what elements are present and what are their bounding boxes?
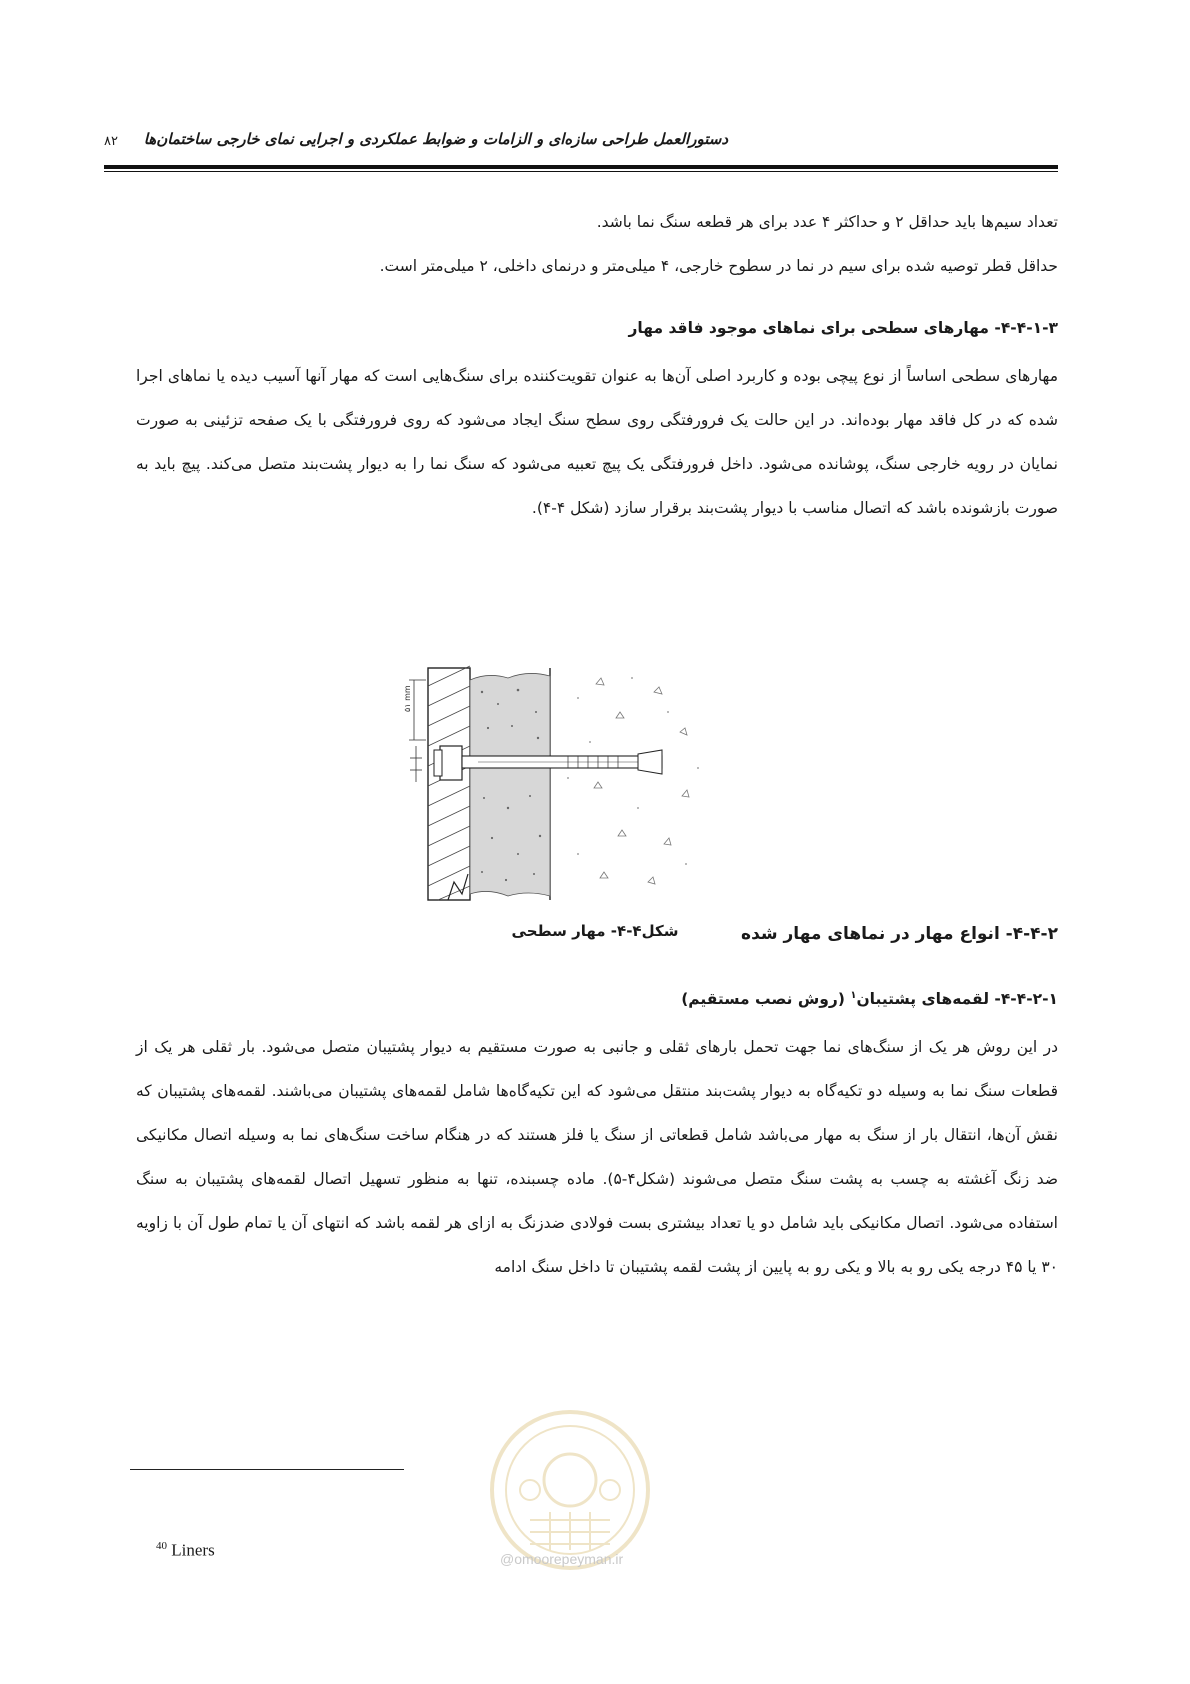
page-header — [104, 128, 1058, 156]
header-rule-thin — [104, 171, 1058, 172]
intro-line-1: تعداد سیم‌ها باید حداقل ۲ و حداکثر ۴ عدد برای هر قطعه سنگ نما باشد. — [596, 213, 1058, 231]
footnote-text: Liners — [171, 1540, 215, 1560]
decorative-plate — [440, 746, 462, 780]
concrete-aggregate — [594, 678, 689, 884]
intro-paragraph — [136, 200, 1058, 288]
section-body-4-4-1-3: مهارهای سطحی اساساً از نوع پیچی بوده و کاربرد اصلی آن‌ها به عنوان تقویت‌کننده برای سنگ‌هایی است که مهار آنها آسیب دیده یا نماهای اجرا شده که در کل فاقد مهار بوده‌اند. در این حالت یک فرورفتگی روی سطح سنگ ایجاد می‌شود که روی فرورفتگی با یک صفحه تزئینی به صورت نمایان در رویه خارجی سنگ، پوشانده می‌شود. داخل فرورفتگی یک پیچ تعبیه می‌شود که سنگ نما را به دیوار پشت‌بند متصل می‌کند. پیچ باید به صورت بازشونده باشد که اتصال مناسب با دیوار پشت‌بند برقرار سازد (شکل ۴-۴). — [136, 367, 1058, 517]
concrete-dots — [567, 677, 699, 865]
stone-hatch — [428, 666, 470, 900]
section-heading-4-4-2: ۴-۴-۲- انواع مهار در نماهای مهار شده — [741, 924, 1058, 944]
section-body-4-4-2-1: در این روش هر یک از سنگ‌های نما جهت تحمل بارهای ثقلی و جانبی به صورت مستقیم به دیوار پشتیبان متصل می‌شود. بار ثقلی هر یک از قطعات سنگ نما به وسیله دو تکیه‌گاه به دیوار پشت‌بند منتقل می‌شود که این تکیه‌گاه‌ها شامل لقمه‌های پشتیبان می‌باشند. لقمه‌های پشتیبان که نقش آن‌ها، انتقال بار از سنگ به مهار می‌باشد شامل قطعاتی از سنگ یا فلز هستند که در هنگام ساخت سنگ‌های نما به وسیله اتصال مکانیکی ضد زنگ آغشته به چسب به پشت سنگ متصل می‌شوند (شکل۴-۵). ماده چسبنده، تنها به منظور تسهیل اتصال لقمه‌های پشتیبان به سنگ استفاده می‌شود. اتصال مکانیکی باید شامل دو یا تعداد بیشتری بست فولادی ضدزنگ به ازای هر لقمه باشد که انتهای آن یا تمام طول آن با زاویه ۳۰ یا ۴۵ درجه یکی رو به بالا و یکی رو به پایین از پشت لقمه پشتیبان تا داخل سنگ ادامه — [136, 1038, 1058, 1276]
footnote-number: 40 — [156, 1540, 167, 1552]
footnote — [156, 1540, 215, 1561]
running-title: دستورالعمل طراحی سازه‌ای و الزامات و ضوابط عملکردی و اجرایی نمای خارجی ساختمان‌ها — [143, 130, 728, 148]
break-line — [448, 874, 468, 900]
header-rule-thick — [104, 165, 1058, 169]
mortar-fill — [470, 673, 550, 896]
footnote-reference: ۱ — [850, 990, 857, 1001]
page-number: ۸۲ — [104, 134, 118, 149]
heading-text: ۴-۴-۲-۱- لقمه‌های پشتیبان — [856, 990, 1058, 1009]
section-heading-4-4-2-1 — [681, 990, 1058, 1008]
heading-suffix: (روش نصب مستقیم) — [681, 990, 845, 1009]
intro-line-2: حداقل قطر توصیه شده برای سیم در نما در سطوح خارجی، ۴ میلی‌متر و درنمای داخلی، ۲ میلی‌متر است. — [379, 257, 1058, 275]
dimension-label: ۵۱ mm — [403, 685, 412, 712]
expansion-sleeve — [638, 750, 662, 774]
watermark-text: @omoorepeyman.ir — [500, 1551, 624, 1567]
plate-cap — [434, 750, 442, 776]
footnote-separator — [130, 1469, 404, 1470]
figure-caption: شکل۴-۴- مهار سطحی — [511, 922, 679, 940]
section-heading-4-4-1-3: ۴-۴-۱-۳- مهارهای سطحی برای نماهای موجود فاقد مهار — [628, 319, 1058, 337]
surface-anchor-figure — [403, 668, 738, 906]
